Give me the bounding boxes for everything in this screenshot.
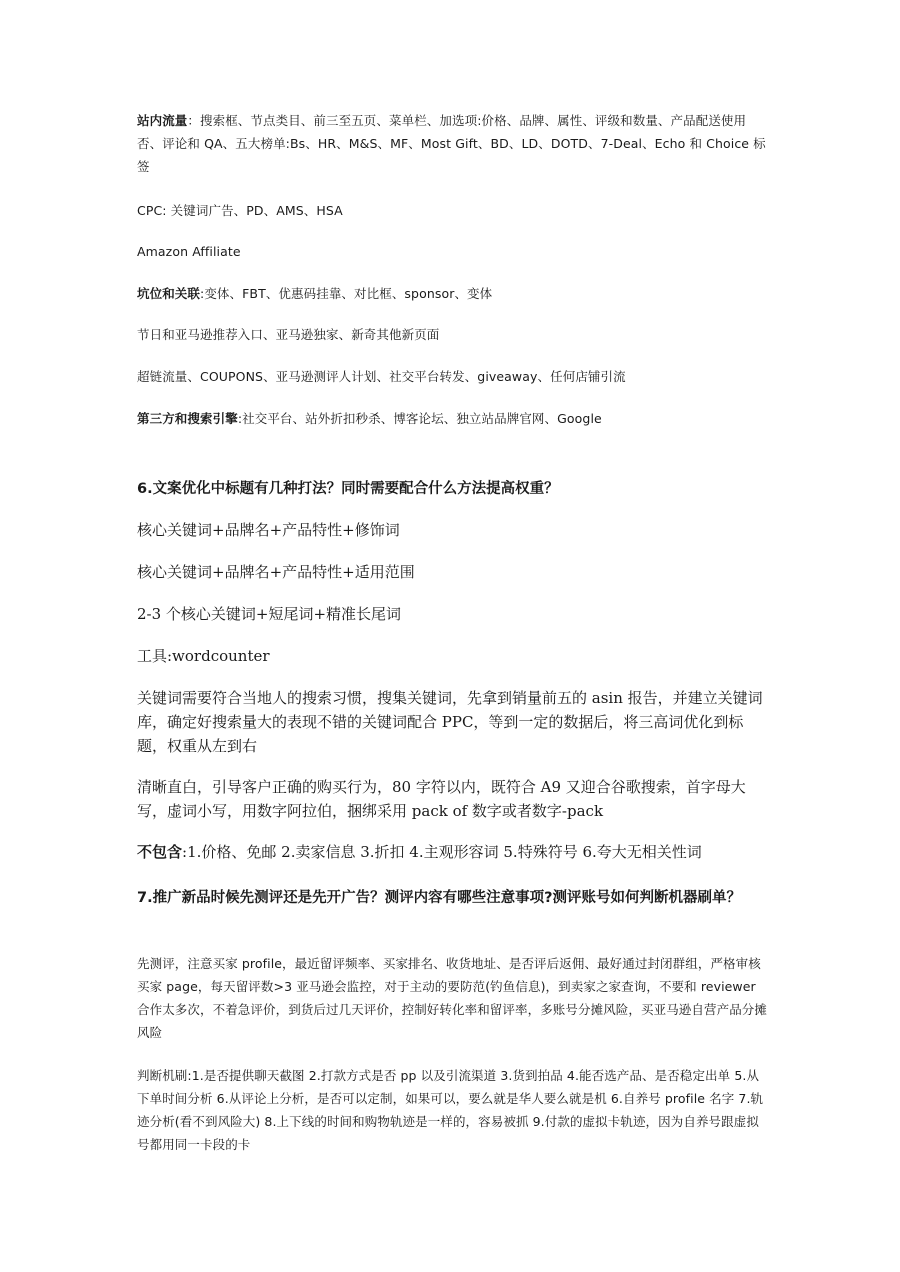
heading-question-6: 6.文案优化中标题有几种打法？同时需要配合什么方法提高权重？ <box>137 481 559 497</box>
paragraph-third-party <box>137 407 769 430</box>
paragraph-amazon-affiliate: Amazon Affiliate <box>137 244 241 259</box>
paragraph-hyperlink-traffic: 超链流量、COUPONS、亚马逊测评人计划、社交平台转发、giveaway、任何店铺引流 <box>137 369 626 384</box>
label-exclusions: 不包含 <box>137 843 183 861</box>
paragraph-review-first: 先测评，注意买家 profile，最近留评频率、买家排名、收货地址、是否评后返佣、最好通过封闭群组，严格审核买家 page，每天留评数>3 亚马逊会监控，对于主动的要防范(钓鱼信息)，到卖家之家查询，不要和 reviewer 合作太多次，不着急评价，到货后过几天评价，控制好转化率和留评率，多账号分摊风险，买亚马逊自营产品分摊风险 <box>137 956 768 1040</box>
paragraph-exclusions <box>137 840 769 864</box>
label-onsite-traffic: 站内流量 <box>137 113 188 128</box>
label-slots-and-links: 坑位和关联 <box>137 286 201 301</box>
paragraph-title-rules: 清晰直白，引导客户正确的购买行为，80 字符以内，既符合 A9 又迎合谷歌搜索，首字母大写，虚词小写，用数字阿拉伯，捆绑采用 pack of 数字或者数字-pack <box>137 778 746 820</box>
paragraph-tool: 工具:wordcounter <box>137 647 270 665</box>
text-slots-and-links: :变体、FBT、优惠码挂靠、对比框、sponsor、变体 <box>200 286 493 301</box>
paragraph-title-formula-1: 核心关键词+品牌名+产品特性+修饰词 <box>137 521 400 539</box>
paragraph-onsite-traffic <box>137 109 769 178</box>
text-third-party: :社交平台、站外折扣秒杀、博客论坛、独立站品牌官网、Google <box>237 411 602 426</box>
paragraph-title-formula-3: 2-3 个核心关键词+短尾词+精准长尾词 <box>137 605 402 623</box>
paragraph-detect-fake-reviews: 判断机刷:1.是否提供聊天截图 2.打款方式是否 pp 以及引流渠道 3.货到拍品 4.能否选产品、是否稳定出单 5.从下单时间分析 6.从评论上分析，是否可以定制，如果可以，要么就是华人要么就是机 6.自养号 profile 名字 7.轨迹分析(看不到风险大) 8.上下线的时间和购物轨迹是一样的，容易被抓 9.付款的虚拟卡轨迹，因为自养号跟虚拟号都用同一卡段的卡 <box>137 1068 764 1152</box>
label-third-party: 第三方和搜索引擎 <box>137 411 238 426</box>
text-onsite-traffic: ：搜索框、节点类目、前三至五页、菜单栏、加选项:价格、品牌、属性、评级和数量、产品配送使用否、评论和 QA、五大榜单:Bs、HR、M&S、MF、Most Gift、BD、LD、DOTD、7-Deal、Echo 和 Choice 标签 <box>137 113 766 174</box>
heading-question-7: 7.推广新品时候先测评还是先开广告？测评内容有哪些注意事项?测评账号如何判断机器刷单？ <box>137 890 742 906</box>
paragraph-holiday-entry: 节日和亚马逊推荐入口、亚马逊独家、新奇其他新页面 <box>137 327 440 342</box>
paragraph-keyword-research: 关键词需要符合当地人的搜索习惯，搜集关键词，先拿到销量前五的 asin 报告，并建立关键词库，确定好搜索量大的表现不错的关键词配合 PPC，等到一定的数据后，将三高词优化到标题，权重从左到右 <box>137 689 763 755</box>
text-exclusions: :1.价格、免邮 2.卖家信息 3.折扣 4.主观形容词 5.特殊符号 6.夸大无相关性词 <box>182 843 702 861</box>
paragraph-slots-and-links <box>137 282 769 305</box>
paragraph-title-formula-2: 核心关键词+品牌名+产品特性+适用范围 <box>137 563 415 581</box>
paragraph-cpc: CPC: 关键词广告、PD、AMS、HSA <box>137 203 343 218</box>
